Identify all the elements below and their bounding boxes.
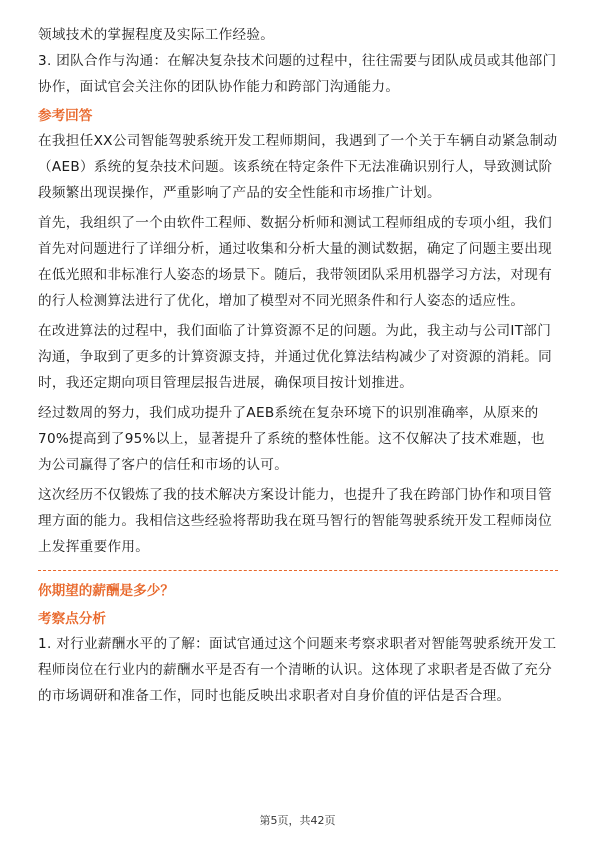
question-heading: 你期望的薪酬是多少？	[38, 583, 174, 599]
section-divider	[38, 570, 558, 571]
answer-paragraph: 经过数周的努力，我们成功提升了AEB系统在复杂环境下的识别准确率，从原来的70%提高到了95%以上，显著提升了系统的整体性能。这不仅解决了技术难题，也为公司赢得了客户的信任和市场的认可。	[38, 405, 545, 473]
answer-paragraph: 这次经历不仅锻炼了我的技术解决方案设计能力，也提升了我在跨部门协作和项目管理方面的能力。我相信这些经验将帮助我在斑马智行的智能驾驶系统开发工程师岗位上发挥重要作用。	[38, 487, 553, 555]
answer-paragraph: 首先，我组织了一个由软件工程师、数据分析师和测试工程师组成的专项小组，我们首先对问题进行了详细分析，通过收集和分析大量的测试数据，确定了问题主要出现在低光照和非标准行人姿态的场景下。随后，我带领团队采用机器学习方法，对现有的行人检测算法进行了优化，增加了模型对不同光照条件和行人姿态的适应性。	[38, 215, 553, 309]
page-footer: 第5页，共42页	[259, 814, 336, 827]
analysis-point-1: 1. 对行业薪酬水平的了解：面试官通过这个问题来考察求职者对智能驾驶系统开发工程师岗位在行业内的薪酬水平是否有一个清晰的认识。这体现了求职者是否做了充分的市场调研和准备工作，同时也能反映出求职者对自身价值的评估是否合理。	[38, 636, 557, 704]
intro-continuation: 领域技术的掌握程度及实际工作经验。	[38, 27, 275, 43]
answer-paragraph: 在我担任XX公司智能驾驶系统开发工程师期间，我遇到了一个关于车辆自动紧急制动（AEB）系统的复杂技术问题。该系统在特定条件下无法准确识别行人，导致测试阶段频繁出现误操作，严重影响了产品的安全性能和市场推广计划。	[38, 133, 558, 201]
analysis-heading: 考察点分析	[38, 611, 106, 627]
reference-answer-heading: 参考回答	[38, 108, 93, 124]
answer-paragraph: 在改进算法的过程中，我们面临了计算资源不足的问题。为此，我主动与公司IT部门沟通，争取到了更多的计算资源支持，并通过优化算法结构减少了对资源的消耗。同时，我还定期向项目管理层报告进展，确保项目按计划推进。	[38, 323, 553, 391]
document-page	[38, 22, 558, 709]
evaluation-point-3: 3. 团队合作与沟通：在解决复杂技术问题的过程中，往往需要与团队成员或其他部门协作，面试官会关注你的团队协作能力和跨部门沟通能力。	[38, 53, 557, 95]
